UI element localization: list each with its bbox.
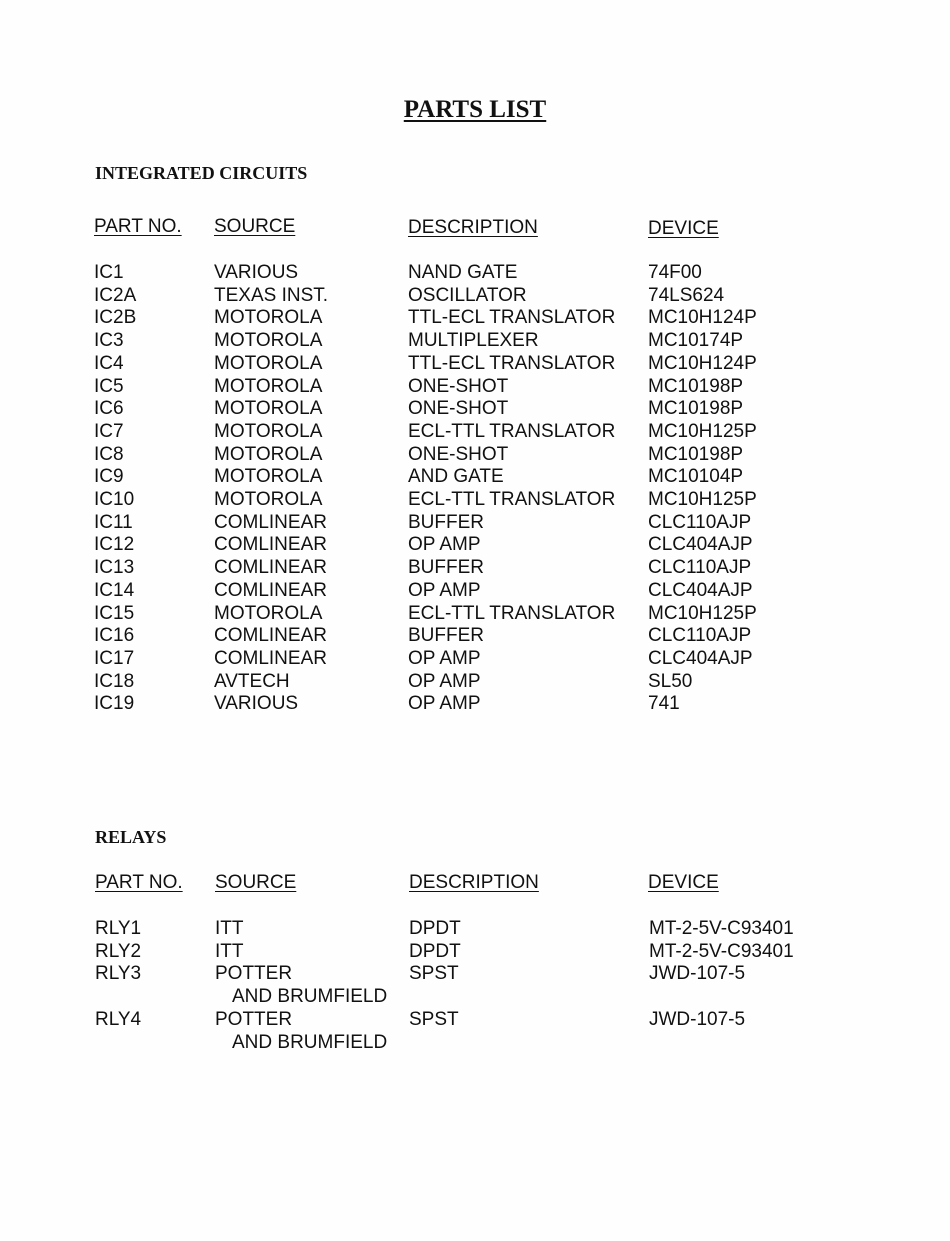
cell-text: SPST [409, 1008, 459, 1030]
cell-text: IC7 [94, 420, 124, 442]
cell-description [408, 262, 648, 285]
table-row [95, 1009, 794, 1032]
cell-text: IC16 [94, 625, 135, 647]
cell-part-no [94, 557, 214, 580]
cell-text: ECL-TTL TRANSLATOR [408, 489, 616, 511]
cell-text: MC10198P [648, 375, 744, 397]
cell-device [648, 671, 757, 694]
cell-source [215, 941, 409, 964]
cell-text: MC10H125P [648, 420, 757, 442]
cell-source [214, 285, 408, 308]
ic-header-source: SOURCE [214, 216, 296, 237]
cell-device [648, 421, 757, 444]
table-row [94, 580, 757, 603]
cell-device [649, 1032, 794, 1055]
cell-part-no [95, 986, 215, 1009]
cell-device [648, 580, 757, 603]
page-title: PARTS LIST [403, 96, 547, 123]
cell-text: COMLINEAR [214, 579, 327, 601]
table-row [95, 941, 794, 964]
cell-text: OP AMP [408, 579, 481, 601]
table-row [95, 986, 794, 1009]
cell-text: IC1 [94, 262, 124, 283]
cell-text: MOTOROLA [214, 489, 323, 511]
table-row [94, 466, 757, 489]
cell-text: MT-2-5V-C93401 [649, 918, 794, 939]
ic-header-device: DEVICE [648, 218, 719, 239]
cell-text: BUFFER [408, 511, 484, 533]
cell-text: BUFFER [408, 557, 484, 579]
cell-description [408, 444, 648, 467]
cell-text: COMLINEAR [214, 647, 327, 669]
cell-source [214, 534, 408, 557]
cell-description [409, 963, 649, 986]
cell-source [214, 557, 408, 580]
cell-device [648, 557, 757, 580]
cell-text: SL50 [648, 670, 693, 692]
cell-text: ITT [215, 918, 244, 939]
cell-device [648, 353, 757, 376]
relay-header-source: SOURCE [215, 872, 297, 893]
cell-text: IC17 [94, 647, 135, 669]
relay-table [95, 918, 794, 1054]
cell-source [214, 671, 408, 694]
cell-text: COMLINEAR [214, 511, 327, 533]
cell-text: MOTOROLA [214, 375, 323, 397]
cell-description [408, 285, 648, 308]
table-row [94, 557, 757, 580]
cell-source [214, 489, 408, 512]
cell-text: POTTER [215, 1008, 293, 1030]
cell-device [649, 986, 794, 1009]
cell-text: MOTOROLA [214, 307, 323, 329]
cell-text: 74LS624 [648, 284, 725, 306]
cell-text: ECL-TTL TRANSLATOR [408, 420, 616, 442]
cell-text: IC4 [94, 352, 124, 374]
cell-description [408, 580, 648, 603]
table-row [94, 398, 757, 421]
cell-text: IC3 [94, 330, 124, 352]
cell-text: ONE-SHOT [408, 443, 509, 465]
cell-text: MULTIPLEXER [408, 330, 539, 352]
table-row [94, 262, 757, 285]
cell-device [648, 307, 757, 330]
cell-description [408, 398, 648, 421]
table-row [94, 489, 757, 512]
cell-description [408, 648, 648, 671]
table-row [94, 648, 757, 671]
cell-text: MC10104P [648, 466, 744, 488]
cell-device [648, 648, 757, 671]
cell-text: MC10H125P [648, 602, 757, 624]
table-row [94, 603, 757, 626]
cell-part-no [94, 534, 214, 557]
cell-part-no [94, 648, 214, 671]
cell-text: MC10198P [648, 398, 744, 420]
cell-text: AND BRUMFIELD [232, 1031, 388, 1053]
cell-source [214, 466, 408, 489]
cell-source [214, 625, 408, 648]
cell-text: CLC404AJP [648, 534, 753, 556]
cell-description [408, 466, 648, 489]
cell-text: COMLINEAR [214, 534, 327, 556]
cell-text: DPDT [409, 940, 461, 962]
cell-text: MOTOROLA [214, 602, 323, 624]
cell-description [408, 671, 648, 694]
cell-text: MOTOROLA [214, 352, 323, 374]
cell-text: MC10H124P [648, 352, 757, 374]
cell-text: IC11 [94, 511, 133, 533]
table-row [94, 671, 757, 694]
cell-text: TEXAS INST. [214, 284, 329, 306]
ic-header-part-no: PART NO. [94, 216, 182, 237]
ic-table [94, 262, 757, 716]
cell-text: TTL-ECL TRANSLATOR [408, 352, 616, 374]
cell-text: RLY1 [95, 918, 142, 939]
cell-part-no [95, 941, 215, 964]
cell-source [214, 512, 408, 535]
table-row [94, 376, 757, 399]
cell-description [409, 1032, 649, 1055]
cell-part-no [95, 918, 215, 941]
cell-part-no [94, 398, 214, 421]
cell-text: IC15 [94, 602, 135, 624]
cell-source [214, 330, 408, 353]
cell-text: IC13 [94, 557, 135, 579]
cell-source [214, 648, 408, 671]
cell-device [648, 512, 757, 535]
cell-text: CLC110AJP [648, 511, 752, 533]
cell-text: OP AMP [408, 693, 481, 715]
table-row [94, 307, 757, 330]
cell-part-no [94, 466, 214, 489]
cell-text: IC5 [94, 375, 124, 397]
cell-description [408, 330, 648, 353]
cell-device [648, 489, 757, 512]
cell-part-no [94, 421, 214, 444]
table-row [94, 512, 757, 535]
cell-source [214, 262, 408, 285]
cell-description [408, 489, 648, 512]
cell-text: RLY3 [95, 963, 142, 985]
cell-text: MOTOROLA [214, 420, 323, 442]
cell-part-no [94, 671, 214, 694]
cell-part-no [94, 285, 214, 308]
cell-source [214, 376, 408, 399]
cell-text: TTL-ECL TRANSLATOR [408, 307, 616, 329]
cell-text: IC2B [94, 307, 137, 329]
cell-description [408, 693, 648, 716]
cell-text: ECL-TTL TRANSLATOR [408, 602, 616, 624]
cell-text: AVTECH [214, 670, 290, 692]
cell-device [648, 693, 757, 716]
cell-text: OP AMP [408, 647, 481, 669]
cell-text: COMLINEAR [214, 557, 327, 579]
cell-text: MC10H125P [648, 489, 757, 511]
cell-device [648, 285, 757, 308]
cell-text: ONE-SHOT [408, 375, 509, 397]
table-row [94, 421, 757, 444]
cell-text: MOTOROLA [214, 330, 323, 352]
cell-description [408, 376, 648, 399]
cell-source [215, 918, 409, 941]
relay-header-part-no: PART NO. [95, 872, 183, 893]
table-row [95, 963, 794, 986]
cell-device [648, 603, 757, 626]
cell-text: 74F00 [648, 262, 702, 283]
cell-source [215, 963, 409, 986]
cell-source [215, 986, 409, 1009]
cell-device [649, 918, 794, 941]
cell-text: IC9 [94, 466, 124, 488]
cell-text: OP AMP [408, 670, 481, 692]
cell-part-no [94, 262, 214, 285]
cell-text: MOTOROLA [214, 398, 323, 420]
cell-description [408, 421, 648, 444]
cell-text: MOTOROLA [214, 466, 323, 488]
cell-description [409, 1009, 649, 1032]
cell-device [649, 941, 794, 964]
cell-text: CLC404AJP [648, 647, 753, 669]
cell-text: RLY4 [95, 1008, 142, 1030]
cell-source [214, 307, 408, 330]
cell-text: COMLINEAR [214, 625, 327, 647]
cell-device [648, 262, 757, 285]
cell-device [648, 625, 757, 648]
cell-description [409, 986, 649, 1009]
cell-text: DPDT [409, 918, 461, 939]
cell-device [648, 376, 757, 399]
cell-part-no [94, 444, 214, 467]
cell-text: RLY2 [95, 940, 142, 962]
cell-source [214, 444, 408, 467]
cell-source [214, 603, 408, 626]
cell-text: IC10 [94, 489, 135, 511]
cell-text: MC10H124P [648, 307, 757, 329]
cell-text: SPST [409, 963, 459, 985]
cell-text: CLC110AJP [648, 625, 752, 647]
cell-text: POTTER [215, 963, 293, 985]
cell-source [214, 421, 408, 444]
cell-text: IC19 [94, 693, 135, 715]
cell-part-no [94, 625, 214, 648]
cell-description [408, 557, 648, 580]
cell-text: OP AMP [408, 534, 481, 556]
cell-text: IC18 [94, 670, 135, 692]
cell-device [648, 466, 757, 489]
cell-text: MOTOROLA [214, 443, 323, 465]
cell-text: MT-2-5V-C93401 [649, 940, 794, 962]
cell-text: CLC110AJP [648, 557, 752, 579]
cell-source [214, 353, 408, 376]
cell-description [408, 603, 648, 626]
cell-description [408, 534, 648, 557]
table-row [95, 1032, 794, 1055]
cell-text: MC10174P [648, 330, 744, 352]
table-row [94, 693, 757, 716]
cell-device [649, 1009, 794, 1032]
cell-device [648, 534, 757, 557]
cell-part-no [94, 307, 214, 330]
cell-source [215, 1032, 409, 1055]
cell-description [408, 625, 648, 648]
cell-source [215, 1009, 409, 1032]
cell-description [409, 941, 649, 964]
relays-section-heading: RELAYS [95, 827, 167, 847]
cell-device [648, 330, 757, 353]
cell-text: IC8 [94, 443, 124, 465]
cell-device [648, 444, 757, 467]
cell-part-no [95, 963, 215, 986]
table-row [95, 918, 794, 941]
cell-text: CLC404AJP [648, 579, 753, 601]
ic-section-heading: INTEGRATED CIRCUITS [95, 163, 308, 183]
cell-text: AND GATE [408, 466, 504, 488]
cell-text: OSCILLATOR [408, 284, 527, 306]
table-row [94, 625, 757, 648]
cell-text: ITT [215, 940, 244, 962]
cell-description [409, 918, 649, 941]
cell-text: IC12 [94, 534, 135, 556]
cell-text: JWD-107-5 [649, 1008, 746, 1030]
table-row [94, 353, 757, 376]
cell-text: ONE-SHOT [408, 398, 509, 420]
cell-text: VARIOUS [214, 262, 299, 283]
cell-source [214, 693, 408, 716]
cell-description [408, 512, 648, 535]
table-row [94, 285, 757, 308]
cell-text: IC14 [94, 579, 135, 601]
table-row [94, 330, 757, 353]
cell-text: VARIOUS [214, 693, 299, 715]
cell-text: 741 [648, 693, 680, 715]
cell-text: MC10198P [648, 443, 744, 465]
cell-part-no [94, 603, 214, 626]
table-row [94, 444, 757, 467]
relay-header-description: DESCRIPTION [409, 872, 539, 893]
relay-header-device: DEVICE [648, 872, 719, 893]
cell-text: IC6 [94, 398, 124, 420]
cell-part-no [95, 1032, 215, 1055]
cell-text: AND BRUMFIELD [232, 986, 388, 1008]
cell-text: JWD-107-5 [649, 963, 746, 985]
cell-description [408, 353, 648, 376]
cell-text: IC2A [94, 284, 137, 306]
cell-description [408, 307, 648, 330]
cell-part-no [94, 330, 214, 353]
cell-device [648, 398, 757, 421]
cell-text: NAND GATE [408, 262, 518, 283]
cell-part-no [94, 512, 214, 535]
cell-source [214, 398, 408, 421]
table-row [94, 534, 757, 557]
cell-part-no [94, 376, 214, 399]
cell-text: BUFFER [408, 625, 484, 647]
ic-header-description: DESCRIPTION [408, 217, 538, 238]
cell-part-no [94, 489, 214, 512]
cell-part-no [94, 353, 214, 376]
cell-source [214, 580, 408, 603]
cell-part-no [94, 580, 214, 603]
cell-part-no [95, 1009, 215, 1032]
cell-device [649, 963, 794, 986]
cell-part-no [94, 693, 214, 716]
